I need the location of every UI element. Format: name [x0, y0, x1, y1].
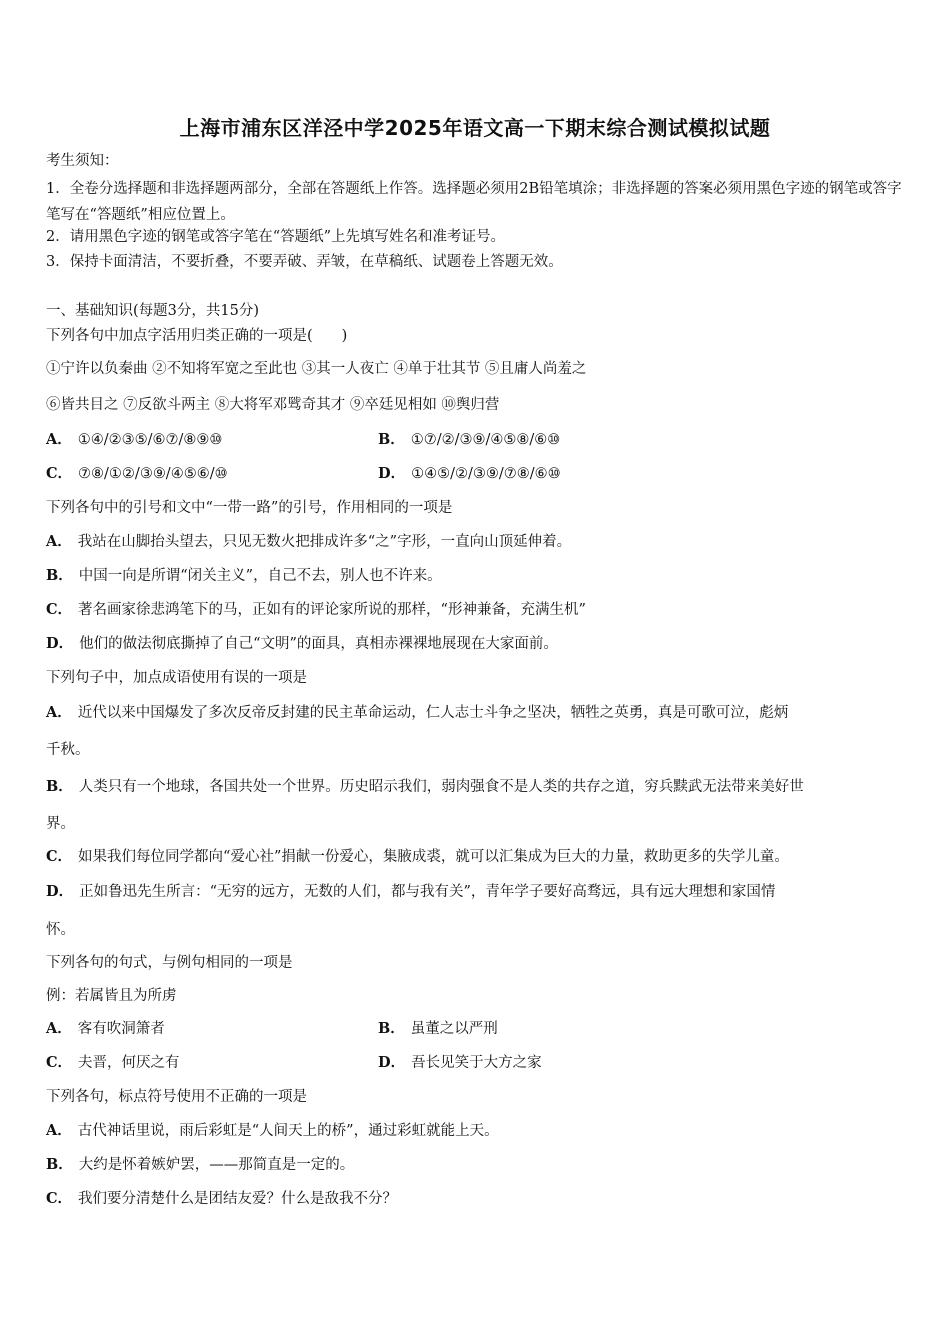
q2-option-a — [46, 532, 571, 552]
q5-option-c — [46, 1189, 397, 1209]
q4-example: 例：若属皆且为所虏 — [46, 988, 177, 1004]
option-label: C． — [46, 465, 73, 482]
q4-option-b — [378, 1019, 498, 1039]
option-text: 夫晋，何厌之有 — [78, 1055, 180, 1071]
option-label: A． — [46, 1020, 72, 1037]
option-text: ①④/②③⑤/⑥⑦/⑧⑨⑩ — [77, 432, 223, 448]
q1-option-b — [378, 430, 560, 450]
option-text: 正如鲁迅先生所言：“无穷的远方，无数的人们，都与我有关”，青年学子要好高骛远，具有远大理想和家国情 — [79, 884, 776, 900]
notice-item-1: 1．全卷分选择题和非选择题两部分，全部在答题纸上作答。选择题必须用2B铅笔填涂；非选择题的答案必须用黑色字迹的钢笔或答字笔写在“答题纸”相应位置上。 — [46, 181, 902, 223]
q2-option-d — [46, 634, 558, 654]
option-label: B． — [378, 1020, 405, 1037]
q5-stem: 下列各句，标点符号使用不正确的一项是 — [46, 1089, 307, 1105]
option-text: 大约是怀着嫉妒罢，——那简直是一定的。 — [78, 1157, 355, 1173]
option-text: 虽董之以严刑 — [410, 1021, 498, 1037]
option-label: B． — [46, 1156, 73, 1173]
option-text: 如果我们每位同学都向“爱心社”捐献一份爱心，集腋成裘，就可以汇集成为巨大的力量，救助更多的失学儿童。 — [78, 849, 789, 865]
q3-option-c — [46, 847, 789, 867]
q3-option-d — [46, 882, 775, 902]
option-text: 我们要分清楚什么是团结友爱？什么是敌我不分？ — [78, 1191, 398, 1207]
q1-line2: ⑥皆共目之 ⑦反欲斗两主 ⑧大将军邓骘奇其才 ⑨卒廷见相如 ⑩舆归营 — [46, 397, 500, 413]
option-text: ⑦⑧/①②/③⑨/④⑤⑥/⑩ — [78, 466, 228, 482]
section-heading: 一、基础知识(每题3分，共15分) — [46, 303, 259, 319]
q2-stem: 下列各句中的引号和文中“一带一路”的引号，作用相同的一项是 — [46, 500, 453, 516]
option-text: 我站在山脚抬头望去，只见无数火把排成许多“之”字形，一直向山顶延伸着。 — [77, 534, 572, 550]
q3-option-b — [46, 777, 804, 797]
q1-option-a — [46, 430, 222, 450]
option-label: A． — [46, 1122, 72, 1139]
q5-option-a — [46, 1121, 499, 1141]
option-text: 他们的做法彻底撕掉了自己“文明”的面具，真相赤裸裸地展现在大家面前。 — [79, 636, 558, 652]
q1-stem: 下列各句中加点字活用归类正确的一项是( ) — [46, 328, 348, 344]
page-title: 上海市浦东区洋泾中学2025年语文高一下期末综合测试模拟试题 — [179, 116, 771, 140]
q3-option-b-cont: 界。 — [46, 816, 75, 832]
notice-heading: 考生须知： — [46, 153, 119, 169]
q1-line1: ①宁许以负秦曲 ②不知将军宽之至此也 ③其一人夜亡 ④单于壮其节 ⑤且庸人尚羞之 — [46, 361, 587, 377]
q4-option-c — [46, 1053, 180, 1073]
option-text: 著名画家徐悲鸿笔下的马，正如有的评论家所说的那样，“形神兼备，充满生机” — [78, 602, 586, 618]
option-label: C． — [46, 601, 73, 618]
option-text: ①④⑤/②/③⑨/⑦⑧/⑥⑩ — [411, 466, 561, 482]
option-label: C． — [46, 848, 73, 865]
q5-option-b — [46, 1155, 354, 1175]
option-label: D． — [46, 635, 74, 652]
option-label: D． — [378, 1054, 406, 1071]
option-label: C． — [46, 1054, 73, 1071]
q2-option-c — [46, 600, 586, 620]
q4-option-d — [378, 1053, 542, 1073]
option-label: A． — [46, 533, 72, 550]
option-text: 人类只有一个地球，各国共处一个世界。历史昭示我们，弱肉强食不是人类的共存之道，穷兵黩武无法带来美好世 — [78, 779, 804, 795]
option-label: B． — [46, 778, 73, 795]
option-text: 古代神话里说，雨后彩虹是“人间天上的桥”，通过彩虹就能上天。 — [77, 1123, 499, 1139]
option-text: ①⑦/②/③⑨/④⑤⑧/⑥⑩ — [410, 432, 561, 448]
q3-option-a-cont: 千秋。 — [46, 742, 90, 758]
q1-option-c — [46, 464, 228, 484]
notice-item-2: 2．请用黑色字迹的钢笔或答字笔在“答题纸”上先填写姓名和准考证号。 — [46, 229, 506, 245]
q3-stem: 下列句子中，加点成语使用有误的一项是 — [46, 670, 307, 686]
option-text: 中国一向是所谓“闭关主义”，自己不去，别人也不许来。 — [78, 568, 442, 584]
option-text: 客有吹洞箫者 — [77, 1021, 165, 1037]
q1-option-d — [378, 464, 561, 484]
option-label: A． — [46, 431, 72, 448]
option-label: B． — [46, 567, 73, 584]
q3-option-a — [46, 703, 788, 723]
q3-option-d-cont: 怀。 — [46, 922, 75, 938]
q4-option-a — [46, 1019, 165, 1039]
option-text: 吾长见笑于大方之家 — [411, 1055, 542, 1071]
option-label: D． — [378, 465, 406, 482]
option-label: C． — [46, 1190, 73, 1207]
option-label: A． — [46, 704, 72, 721]
q2-option-b — [46, 566, 442, 586]
option-label: D． — [46, 883, 74, 900]
option-label: B． — [378, 431, 405, 448]
notice-item-3: 3．保持卡面清洁，不要折叠，不要弄破、弄皱，在草稿纸、试题卷上答题无效。 — [46, 254, 563, 270]
option-text: 近代以来中国爆发了多次反帝反封建的民主革命运动，仁人志士斗争之坚决，牺牲之英勇，真是可歌可泣，彪炳 — [77, 705, 789, 721]
q4-stem: 下列各句的句式，与例句相同的一项是 — [46, 955, 293, 971]
